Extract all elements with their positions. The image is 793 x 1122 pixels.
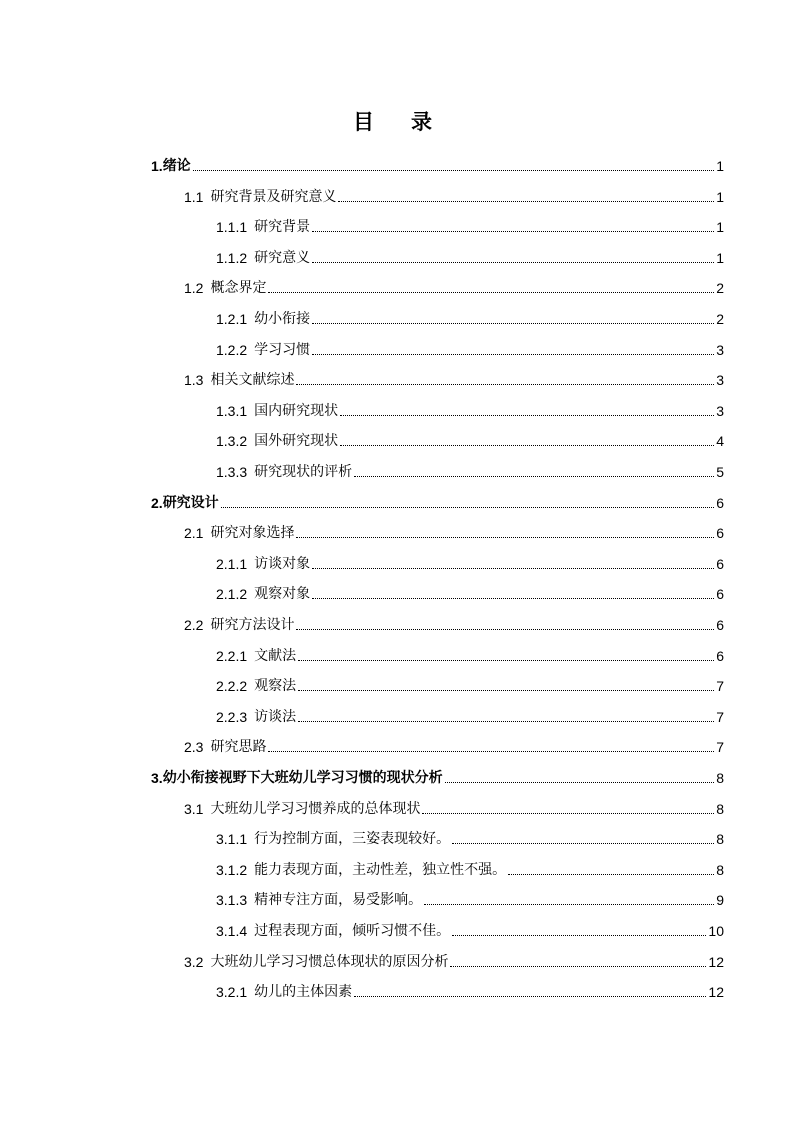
toc-entry-number: 1.1	[184, 189, 204, 205]
toc-entry-page-number: 3	[716, 342, 724, 358]
dot-leader	[312, 354, 714, 355]
toc-entry-number: 3.1.3	[216, 892, 248, 908]
toc-entry-number: 1.1.1	[216, 219, 248, 235]
toc-entry-title: 观察对象	[254, 586, 311, 602]
toc-entry-number: 3.1.2	[216, 862, 248, 878]
toc-entry-page-number: 4	[716, 433, 724, 449]
toc-entry-page-number: 6	[716, 556, 724, 572]
toc-entry-title: 研究现状的评析	[254, 464, 353, 480]
dot-leader	[298, 660, 714, 661]
toc-entry-page-number: 1	[716, 158, 724, 174]
toc-entry-page-number: 6	[716, 648, 724, 664]
dot-leader	[422, 813, 714, 814]
toc-entry-number: 1.2.2	[216, 342, 248, 358]
toc-entry[interactable]	[184, 795, 724, 819]
toc-entry-page-number: 8	[716, 801, 724, 817]
toc-entry-title: 行为控制方面，三姿表现较好。	[254, 831, 451, 847]
toc-entry-title: 研究背景及研究意义	[210, 189, 337, 205]
dot-leader	[452, 935, 706, 936]
toc-entry-number: 1.1.2	[216, 250, 248, 266]
dot-leader	[268, 751, 714, 752]
dot-leader	[424, 904, 714, 905]
toc-entry[interactable]	[184, 366, 724, 390]
toc-entry-number: 2.	[151, 495, 163, 511]
toc-entry-page-number: 6	[716, 525, 724, 541]
toc-entry[interactable]	[184, 733, 724, 757]
toc-entry[interactable]	[216, 550, 724, 574]
toc-entry[interactable]	[216, 642, 724, 666]
toc-entry-number: 1.3.1	[216, 403, 248, 419]
toc-entry[interactable]	[184, 948, 724, 972]
toc-entry-page-number: 12	[708, 984, 724, 1000]
toc-entry-number: 2.2	[184, 617, 204, 633]
toc-entry[interactable]	[216, 213, 724, 237]
toc-entry-page-number: 6	[716, 495, 724, 511]
toc-entry-number: 1.2	[184, 280, 204, 296]
toc-entry-number: 3.	[151, 770, 163, 786]
toc-entry-page-number: 7	[716, 709, 724, 725]
dot-leader	[296, 384, 714, 385]
toc-entry[interactable]	[151, 489, 724, 513]
dot-leader	[354, 476, 714, 477]
toc-entry-page-number: 8	[716, 862, 724, 878]
toc-entry[interactable]	[216, 580, 724, 604]
toc-entry-number: 2.2.2	[216, 678, 248, 694]
toc-entry-page-number: 12	[708, 954, 724, 970]
toc-entry[interactable]	[216, 825, 724, 849]
toc-entry-title: 概念界定	[210, 280, 267, 296]
toc-entry-number: 3.1.1	[216, 831, 248, 847]
toc-entry-number: 2.3	[184, 739, 204, 755]
toc-entry-number: 2.1.1	[216, 556, 248, 572]
toc-entry-title: 文献法	[254, 648, 297, 664]
toc-entry-title: 研究对象选择	[210, 525, 295, 541]
toc-entry-number: 2.2.1	[216, 648, 248, 664]
dot-leader	[450, 966, 706, 967]
toc-entry[interactable]	[184, 611, 724, 635]
toc-entry-page-number: 2	[716, 311, 724, 327]
dot-leader	[268, 292, 714, 293]
toc-entry-title: 研究设计	[162, 495, 219, 511]
dot-leader	[338, 201, 714, 202]
dot-leader	[312, 323, 714, 324]
toc-entry-number: 3.2.1	[216, 984, 248, 1000]
toc-entry[interactable]	[216, 336, 724, 360]
toc-entry-title: 相关文献综述	[210, 372, 295, 388]
toc-entry-number: 1.3.2	[216, 433, 248, 449]
dot-leader	[312, 568, 714, 569]
dot-leader	[193, 170, 715, 171]
toc-entry-title: 研究方法设计	[210, 617, 295, 633]
toc-entry-title: 研究背景	[254, 219, 311, 235]
dot-leader	[296, 537, 714, 538]
toc-entry-title: 研究意义	[254, 250, 311, 266]
toc-entry-page-number: 1	[716, 189, 724, 205]
dot-leader	[298, 721, 714, 722]
toc-entry[interactable]	[216, 703, 724, 727]
toc-entry-page-number: 1	[716, 250, 724, 266]
dot-leader	[340, 445, 714, 446]
toc-entry[interactable]	[216, 672, 724, 696]
toc-entry-title: 过程表现方面，倾听习惯不佳。	[254, 923, 451, 939]
dot-leader	[452, 843, 714, 844]
toc-title: 目 录	[353, 109, 440, 134]
toc-entry-number: 2.1	[184, 525, 204, 541]
toc-entry-title: 幼儿的主体因素	[254, 984, 353, 1000]
toc-entry-page-number: 5	[716, 464, 724, 480]
toc-entry-number: 3.1	[184, 801, 204, 817]
toc-entry-number: 3.2	[184, 954, 204, 970]
toc-entry-title: 幼小衔接视野下大班幼儿学习习惯的现状分析	[162, 770, 443, 786]
dot-leader	[298, 690, 714, 691]
toc-entry-page-number: 3	[716, 372, 724, 388]
dot-leader	[340, 415, 714, 416]
toc-entry-title: 访谈法	[254, 709, 297, 725]
dot-leader	[312, 262, 714, 263]
toc-entry-page-number: 10	[708, 923, 724, 939]
toc-entry-page-number: 9	[716, 892, 724, 908]
dot-leader	[312, 231, 714, 232]
toc-entry-page-number: 1	[716, 219, 724, 235]
toc-entry[interactable]	[184, 274, 724, 298]
toc-entry[interactable]	[216, 458, 724, 482]
toc-entry-page-number: 7	[716, 678, 724, 694]
toc-entry-page-number: 2	[716, 280, 724, 296]
toc-entry[interactable]	[151, 152, 724, 176]
toc-entry[interactable]	[216, 397, 724, 421]
dot-leader	[296, 629, 714, 630]
toc-entry[interactable]	[184, 183, 724, 207]
toc-entry-title: 观察法	[254, 678, 297, 694]
toc-entry-title: 精神专注方面，易受影响。	[254, 892, 423, 908]
toc-entry-title: 绪论	[162, 158, 191, 174]
dot-leader	[445, 782, 715, 783]
toc-entry-page-number: 7	[716, 739, 724, 755]
toc-entry-page-number: 6	[716, 586, 724, 602]
toc-entry-page-number: 3	[716, 403, 724, 419]
toc-entry[interactable]	[216, 856, 724, 880]
toc-entry-number: 1.	[151, 158, 163, 174]
toc-entry[interactable]	[216, 305, 724, 329]
toc-entry[interactable]	[216, 427, 724, 451]
toc-entry-title: 研究思路	[210, 739, 267, 755]
toc-entry-title: 大班幼儿学习习惯养成的总体现状	[210, 801, 421, 817]
toc-entry-page-number: 8	[716, 831, 724, 847]
dot-leader	[312, 598, 714, 599]
toc-entry-number: 1.2.1	[216, 311, 248, 327]
toc-entry-title: 学习习惯	[254, 342, 311, 358]
toc-entry[interactable]	[184, 519, 724, 543]
toc-entry-title: 访谈对象	[254, 556, 311, 572]
toc-entry-title: 能力表现方面，主动性差，独立性不强。	[254, 862, 507, 878]
dot-leader	[221, 507, 715, 508]
toc-entry-title: 大班幼儿学习习惯总体现状的原因分析	[210, 954, 449, 970]
toc-entry-title: 国内研究现状	[254, 403, 339, 419]
toc-entry-page-number: 6	[716, 617, 724, 633]
toc-entry-number: 3.1.4	[216, 923, 248, 939]
dot-leader	[354, 996, 706, 997]
toc-entry-title: 幼小衔接	[254, 311, 311, 327]
toc-entry-number: 2.1.2	[216, 586, 248, 602]
toc-entry[interactable]	[216, 978, 724, 1002]
toc-entry[interactable]	[216, 917, 724, 941]
toc-entry-number: 2.2.3	[216, 709, 248, 725]
dot-leader	[508, 874, 714, 875]
toc-entry[interactable]	[216, 886, 724, 910]
toc-entry-number: 1.3	[184, 372, 204, 388]
toc-entry[interactable]	[151, 764, 724, 788]
toc-entry-title: 国外研究现状	[254, 433, 339, 449]
toc-entry-number: 1.3.3	[216, 464, 248, 480]
toc-entry-page-number: 8	[716, 770, 724, 786]
toc-entry[interactable]	[216, 244, 724, 268]
